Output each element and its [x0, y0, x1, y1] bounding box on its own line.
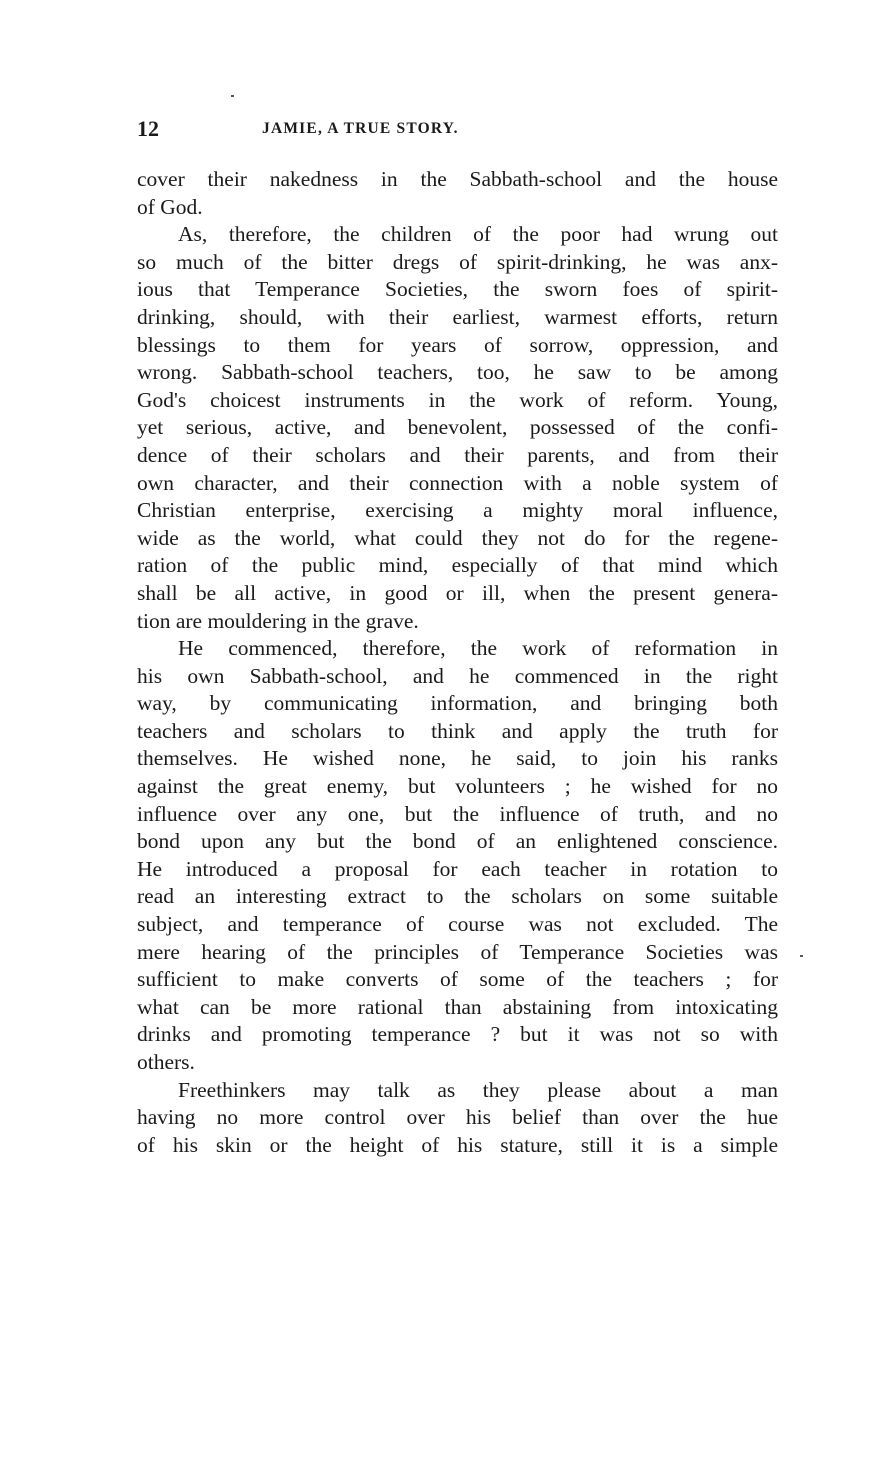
text-line: others. — [137, 1050, 195, 1074]
text-line: having no more control over his belief than over the hue — [137, 1105, 778, 1130]
text-line: mere hearing of the principles of Temperance Societies was — [137, 939, 778, 964]
text-line: yet serious, active, and benevolent, possessed of the confi- — [137, 415, 778, 440]
text-line: so much of the bitter dregs of spirit-drinking, he was anx- — [137, 249, 778, 274]
text-line: Freethinkers may talk as they please about a man — [178, 1077, 778, 1102]
text-line: sufficient to make converts of some of the teachers ; for — [137, 967, 778, 992]
text-line: teachers and scholars to think and apply the truth for — [137, 718, 778, 743]
text-line: themselves. He wished none, he said, to join his ranks — [137, 746, 778, 771]
page-body-text — [137, 166, 778, 1159]
text-line: dence of their scholars and their parents, and from their — [137, 442, 778, 467]
text-line: Christian enterprise, exercising a mighty moral influence, — [137, 498, 778, 523]
text-line: He introduced a proposal for each teacher in rotation to — [137, 856, 778, 881]
running-title: JAMIE, A TRUE STORY. — [262, 120, 459, 137]
text-line: cover their nakedness in the Sabbath-school and the house — [137, 167, 778, 191]
text-line: what can be more rational than abstaining from intoxicating — [137, 994, 778, 1019]
text-line: against the great enemy, but volunteers ; he wished for no — [137, 774, 778, 799]
text-line: his own Sabbath-school, and he commenced in the right — [137, 663, 778, 688]
text-line: drinks and promoting temperance ? but it was not so with — [137, 1022, 778, 1047]
text-line: wide as the world, what could they not do for the regene- — [137, 525, 778, 550]
text-line: ration of the public mind, especially of that mind which — [137, 553, 778, 578]
text-line: As, therefore, the children of the poor had wrung out — [178, 222, 778, 247]
scan-speck — [231, 95, 234, 97]
page-number: 12 — [137, 116, 159, 141]
text-line: bond upon any but the bond of an enlightened conscience. — [137, 829, 778, 854]
text-line: of God. — [137, 194, 203, 219]
text-line: wrong. Sabbath-school teachers, too, he saw to be among — [137, 360, 778, 385]
text-line: drinking, should, with their earliest, warmest efforts, return — [137, 304, 778, 329]
text-line: way, by communicating information, and bringing both — [137, 691, 778, 716]
text-line: of his skin or the height of his stature, still it is a simple — [137, 1132, 778, 1157]
text-line: subject, and temperance of course was not excluded. The — [137, 912, 778, 937]
scan-speck — [800, 955, 803, 957]
text-line: God's choicest instruments in the work of reform. Young, — [137, 387, 778, 412]
text-line: He commenced, therefore, the work of reformation in — [178, 636, 778, 661]
text-line: shall be all active, in good or ill, when the present genera- — [137, 580, 778, 605]
text-line: influence over any one, but the influence of truth, and no — [137, 801, 778, 826]
text-line: read an interesting extract to the scholars on some suitable — [137, 884, 778, 909]
text-line: tion are mouldering in the grave. — [137, 608, 419, 633]
text-line: ious that Temperance Societies, the sworn foes of spirit- — [137, 277, 778, 302]
text-line: own character, and their connection with a noble system of — [137, 470, 778, 495]
text-line: blessings to them for years of sorrow, oppression, and — [137, 332, 778, 357]
